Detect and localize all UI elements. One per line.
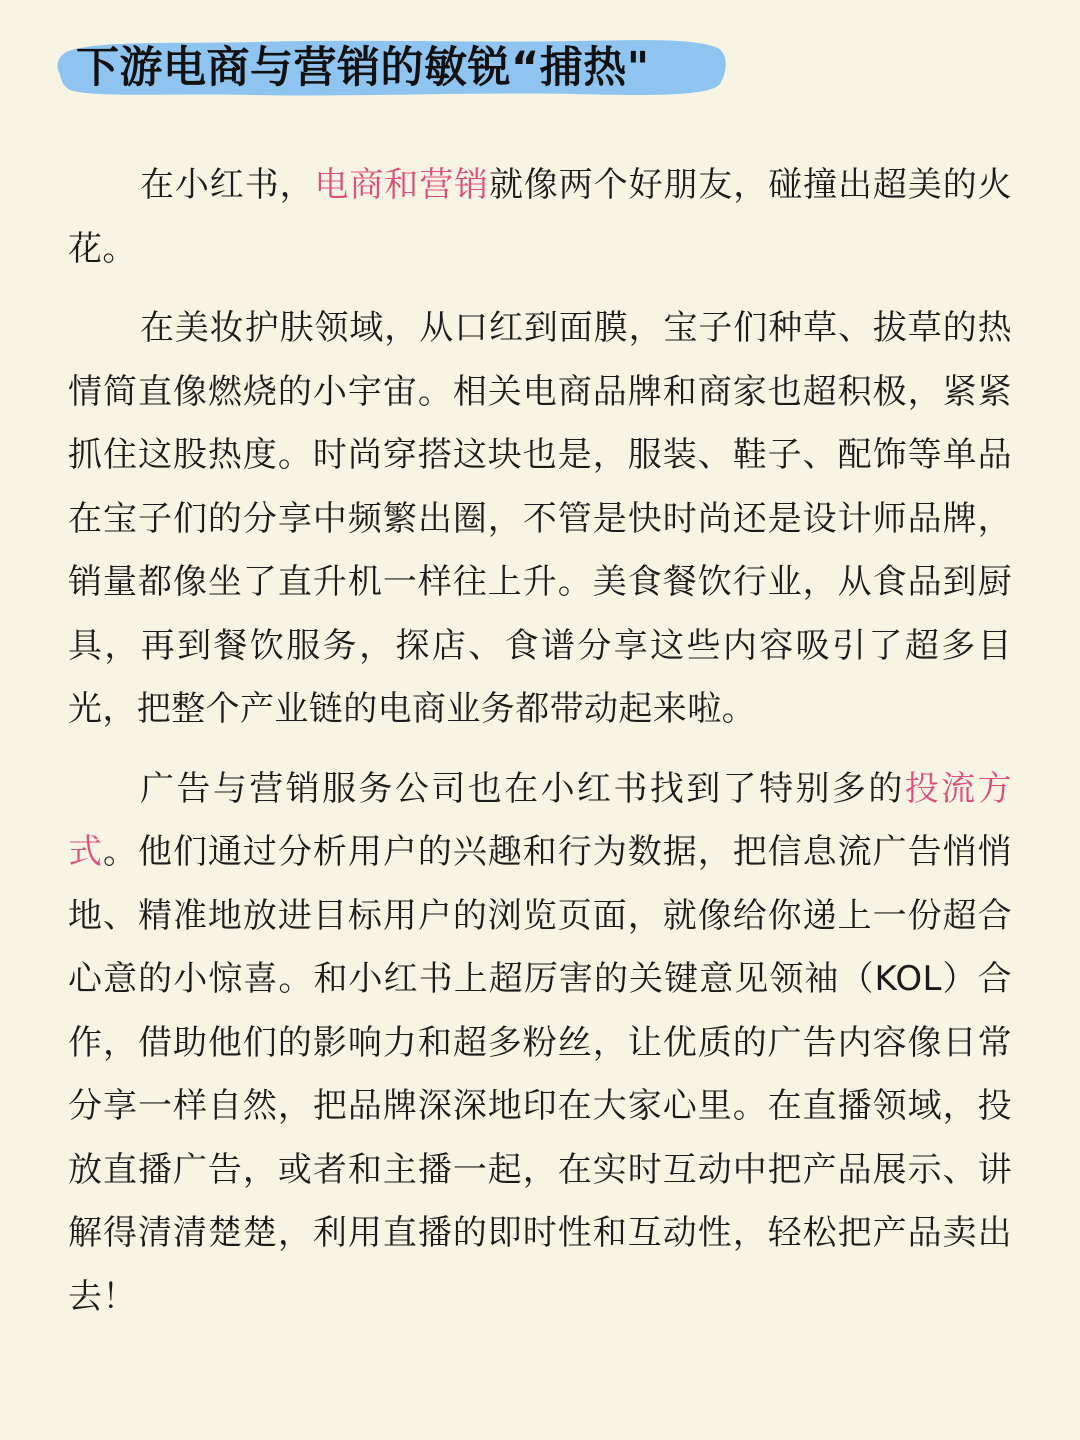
section-heading <box>54 34 728 102</box>
paragraph-advertising <box>68 758 1012 1330</box>
paragraph-intro-text-start: 在小红书， <box>140 165 315 205</box>
page-title: 下游电商与营销的敏锐“捕热" <box>76 43 650 93</box>
paragraph-industries: 在美妆护肤领域，从口红到面膜，宝子们种草、拔草的热情简直像燃烧的小宇宙。相关电商品牌和商家也超积极，紧紧抓住这股热度。时尚穿搭这块也是，服装、鞋子、配饰等单品在宝子们的分享中频繁出圈，不管是快时尚还是设计师品牌，销量都像坐了直升机一样往上升。美食餐饮行业，从食品到厨具，再到餐饮服务，探店、食谱分享这些内容吸引了超多目光，把整个产业链的电商业务都带动起来啦。 <box>68 308 1012 729</box>
paragraph-advertising-text-start: 广告与营销服务公司也在小红书找到了特别多的 <box>140 768 905 809</box>
paragraph-intro <box>68 154 1012 281</box>
paragraph-advertising-text-end: 。他们通过分析用户的兴趣和行为数据，把信息流广告悄悄地、精准地放进目标用户的浏览页面，就像给你递上一份超合心意的小惊喜。和小红书上超厉害的关键意见领袖（KOL）合作，借助他们的影响力和超多粉丝，让优质的广告内容像日常分享一样自然，把品牌深深地印在大家心里。在直播领域，投放直播广告，或者和主播一起，在实时互动中把产品展示、讲解得清清楚楚，利用直播的即时性和互动性，轻松把产品卖出去！ <box>68 832 1012 1317</box>
highlight-traffic-methods: 投流方式 <box>68 768 1012 872</box>
paragraph-intro-text-end: 就像两个好朋友，碰撞出超美的火花。 <box>68 165 1012 269</box>
highlight-ecommerce-marketing: 电商和营销 <box>314 165 489 205</box>
article-body <box>68 154 1012 1345</box>
